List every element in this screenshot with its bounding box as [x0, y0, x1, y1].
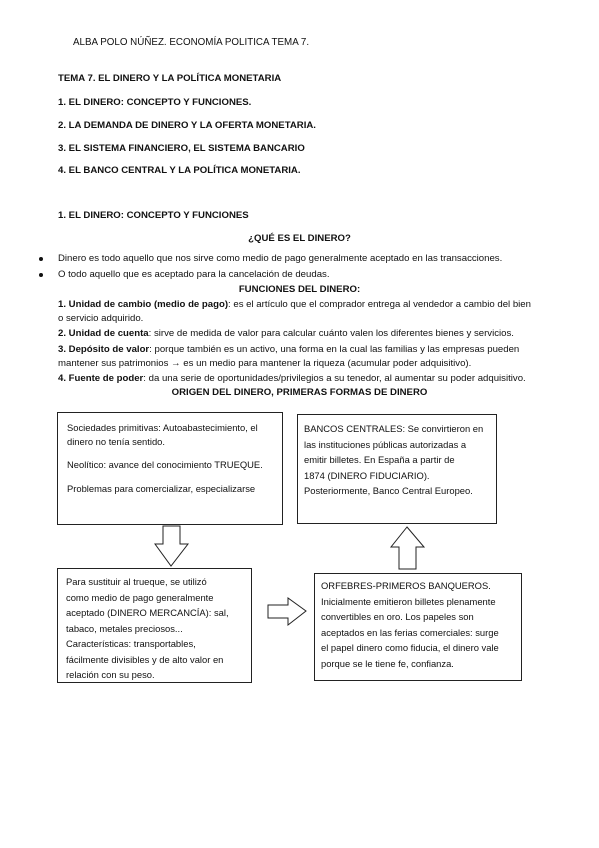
- box-goldsmiths: ORFEBRES-PRIMEROS BANQUEROS. Inicialmente emitieron billetes plenamente convertibles en oro. Los papeles son aceptados en las ferias comerciales: surge el papel dinero como fiducia, el dinero vale porque se le tiene fe, confianza.: [314, 573, 522, 681]
- arrow-right-icon: [268, 597, 308, 627]
- question-heading: ¿QUÉ ES EL DINERO?: [248, 233, 351, 244]
- bullet-dot: [39, 257, 43, 261]
- function-item-2: 2. Unidad de cuenta: sirve de medida de valor para calcular cuánto valen los diferentes bienes y servicios.: [58, 328, 514, 339]
- definition-bullet-1: Dinero es todo aquello que nos sirve como medio de pago generalmente aceptado en las transacciones.: [58, 253, 503, 264]
- arrow-up-icon: [390, 527, 426, 571]
- box-primitive-societies: Sociedades primitivas: Autoabastecimiento, el dinero no tenía sentido. Neolítico: avance del conocimiento TRUEQUE. Problemas para comercializar, especializarse: [57, 412, 283, 525]
- toc-item-3: 3. EL SISTEMA FINANCIERO, EL SISTEMA BANCARIO: [58, 143, 305, 154]
- functions-heading: FUNCIONES DEL DINERO:: [238, 284, 361, 295]
- arrow-down-icon: [154, 526, 190, 568]
- bullet-dot: [39, 273, 43, 277]
- toc-item-2: 2. LA DEMANDA DE DINERO Y LA OFERTA MONETARIA.: [58, 120, 316, 131]
- definition-bullet-2: O todo aquello que es aceptado para la cancelación de deudas.: [58, 269, 330, 280]
- box-central-banks: BANCOS CENTRALES: Se convirtieron en las instituciones públicas autorizadas a emitir billetes. En España a partir de 1874 (DINERO FIDUCIARIO). Posteriormente, Banco Central Europeo.: [297, 414, 497, 524]
- toc-item-4: 4. EL BANCO CENTRAL Y LA POLÍTICA MONETARIA.: [58, 165, 301, 176]
- function-item-4: 4. Fuente de poder: da una serie de oportunidades/privilegios a su tenedor, al aumentar su poder adquisitivo.: [58, 373, 526, 384]
- function-item-1: 1. Unidad de cambio (medio de pago): es el artículo que el comprador entrega al vendedor a cambio del bien: [58, 299, 531, 310]
- function-item-3: 3. Depósito de valor: porque también es un activo, una forma en la cual las familias y las empresas pueden: [58, 344, 520, 355]
- page-title: TEMA 7. EL DINERO Y LA POLÍTICA MONETARIA: [58, 73, 282, 84]
- function-item-3-cont: mantener sus patrimonios → es un medio para mantener la riqueza (acumular poder adquisitivo).: [58, 358, 472, 369]
- author-header: ALBA POLO NÚÑEZ. ECONOMÍA POLITICA TEMA 7.: [73, 37, 310, 48]
- box-commodity-money: Para sustituir al trueque, se utilizó como medio de pago generalmente aceptado (DINERO MERCANCÍA): sal, tabaco, metales preciosos... Características: transportables, fácilmente divisibles y de alto valor en relación con su peso.: [57, 568, 252, 683]
- section-heading: 1. EL DINERO: CONCEPTO Y FUNCIONES: [58, 210, 249, 221]
- toc-item-1: 1. EL DINERO: CONCEPTO Y FUNCIONES.: [58, 97, 252, 108]
- function-item-1-cont: o servicio adquirido.: [58, 313, 144, 324]
- origin-heading: ORIGEN DEL DINERO, PRIMERAS FORMAS DE DINERO: [171, 387, 428, 398]
